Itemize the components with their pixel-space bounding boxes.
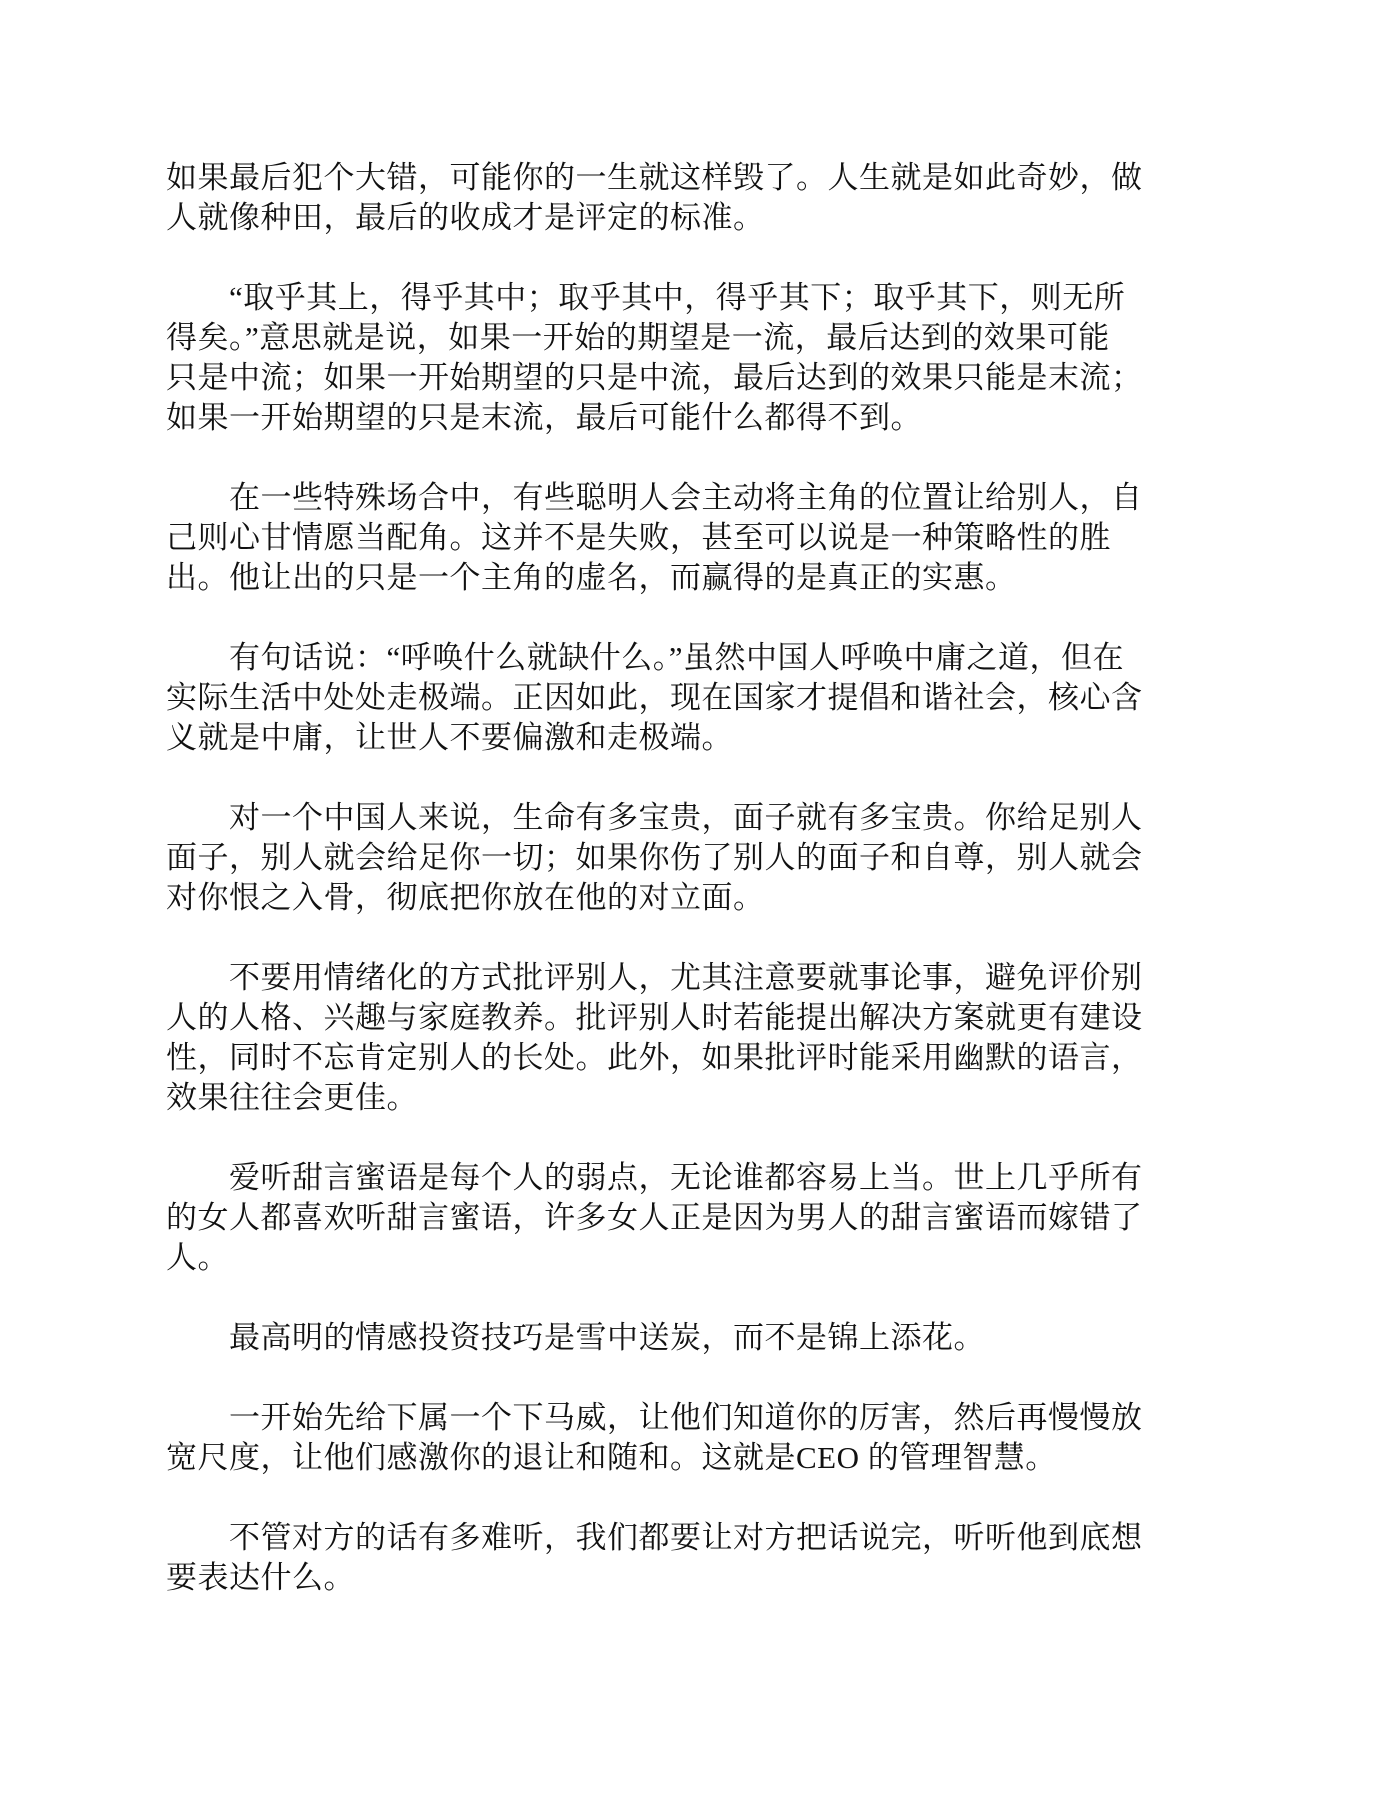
paragraph-6: 不要用情绪化的方式批评别人，尤其注意要就事论事，避免评价别 人的人格、兴趣与家庭教养。批评别人时若能提出解决方案就更有建设 性，同时不忘肯定别人的长处。此外，如果批评时能采用幽默的语言， 效果往往会更佳。 (166, 960, 1143, 1115)
paragraph-3: 在一些特殊场合中，有些聪明人会主动将主角的位置让给别人，自 己则心甘情愿当配角。这并不是失败，甚至可以说是一种策略性的胜 出。他让出的只是一个主角的虚名，而赢得的是真正的实惠。 (166, 480, 1143, 595)
paragraph-9: 一开始先给下属一个下马威，让他们知道你的厉害，然后再慢慢放 宽尺度，让他们感激你的退让和随和。这就是CEO 的管理智慧。 (166, 1400, 1143, 1475)
paragraph-1: 如果最后犯个大错，可能你的一生就这样毁了。人生就是如此奇妙，做 人就像种田，最后的收成才是评定的标准。 (166, 160, 1143, 235)
paragraph-10: 不管对方的话有多难听，我们都要让对方把话说完，听听他到底想 要表达什么。 (166, 1520, 1143, 1595)
paragraph-4: 有句话说：“呼唤什么就缺什么。”虽然中国人呼唤中庸之道，但在 实际生活中处处走极端。正因如此，现在国家才提倡和谐社会，核心含 义就是中庸，让世人不要偏激和走极端。 (166, 640, 1143, 755)
paragraph-7: 爱听甜言蜜语是每个人的弱点，无论谁都容易上当。世上几乎所有 的女人都喜欢听甜言蜜语，许多女人正是因为男人的甜言蜜语而嫁错了 人。 (166, 1160, 1143, 1275)
paragraph-8: 最高明的情感投资技巧是雪中送炭，而不是锦上添花。 (166, 1320, 985, 1355)
paragraph-2: “取乎其上，得乎其中；取乎其中，得乎其下；取乎其下，则无所 得矣。”意思就是说，如果一开始的期望是一流，最后达到的效果可能 只是中流；如果一开始期望的只是中流，最后达到的效果只能是末流； 如果一开始期望的只是末流，最后可能什么都得不到。 (166, 280, 1143, 435)
paragraph-5: 对一个中国人来说，生命有多宝贵，面子就有多宝贵。你给足别人 面子，别人就会给足你一切；如果你伤了别人的面子和自尊，别人就会 对你恨之入骨，彻底把你放在他的对立面。 (166, 800, 1143, 915)
body-text (166, 158, 1228, 1638)
